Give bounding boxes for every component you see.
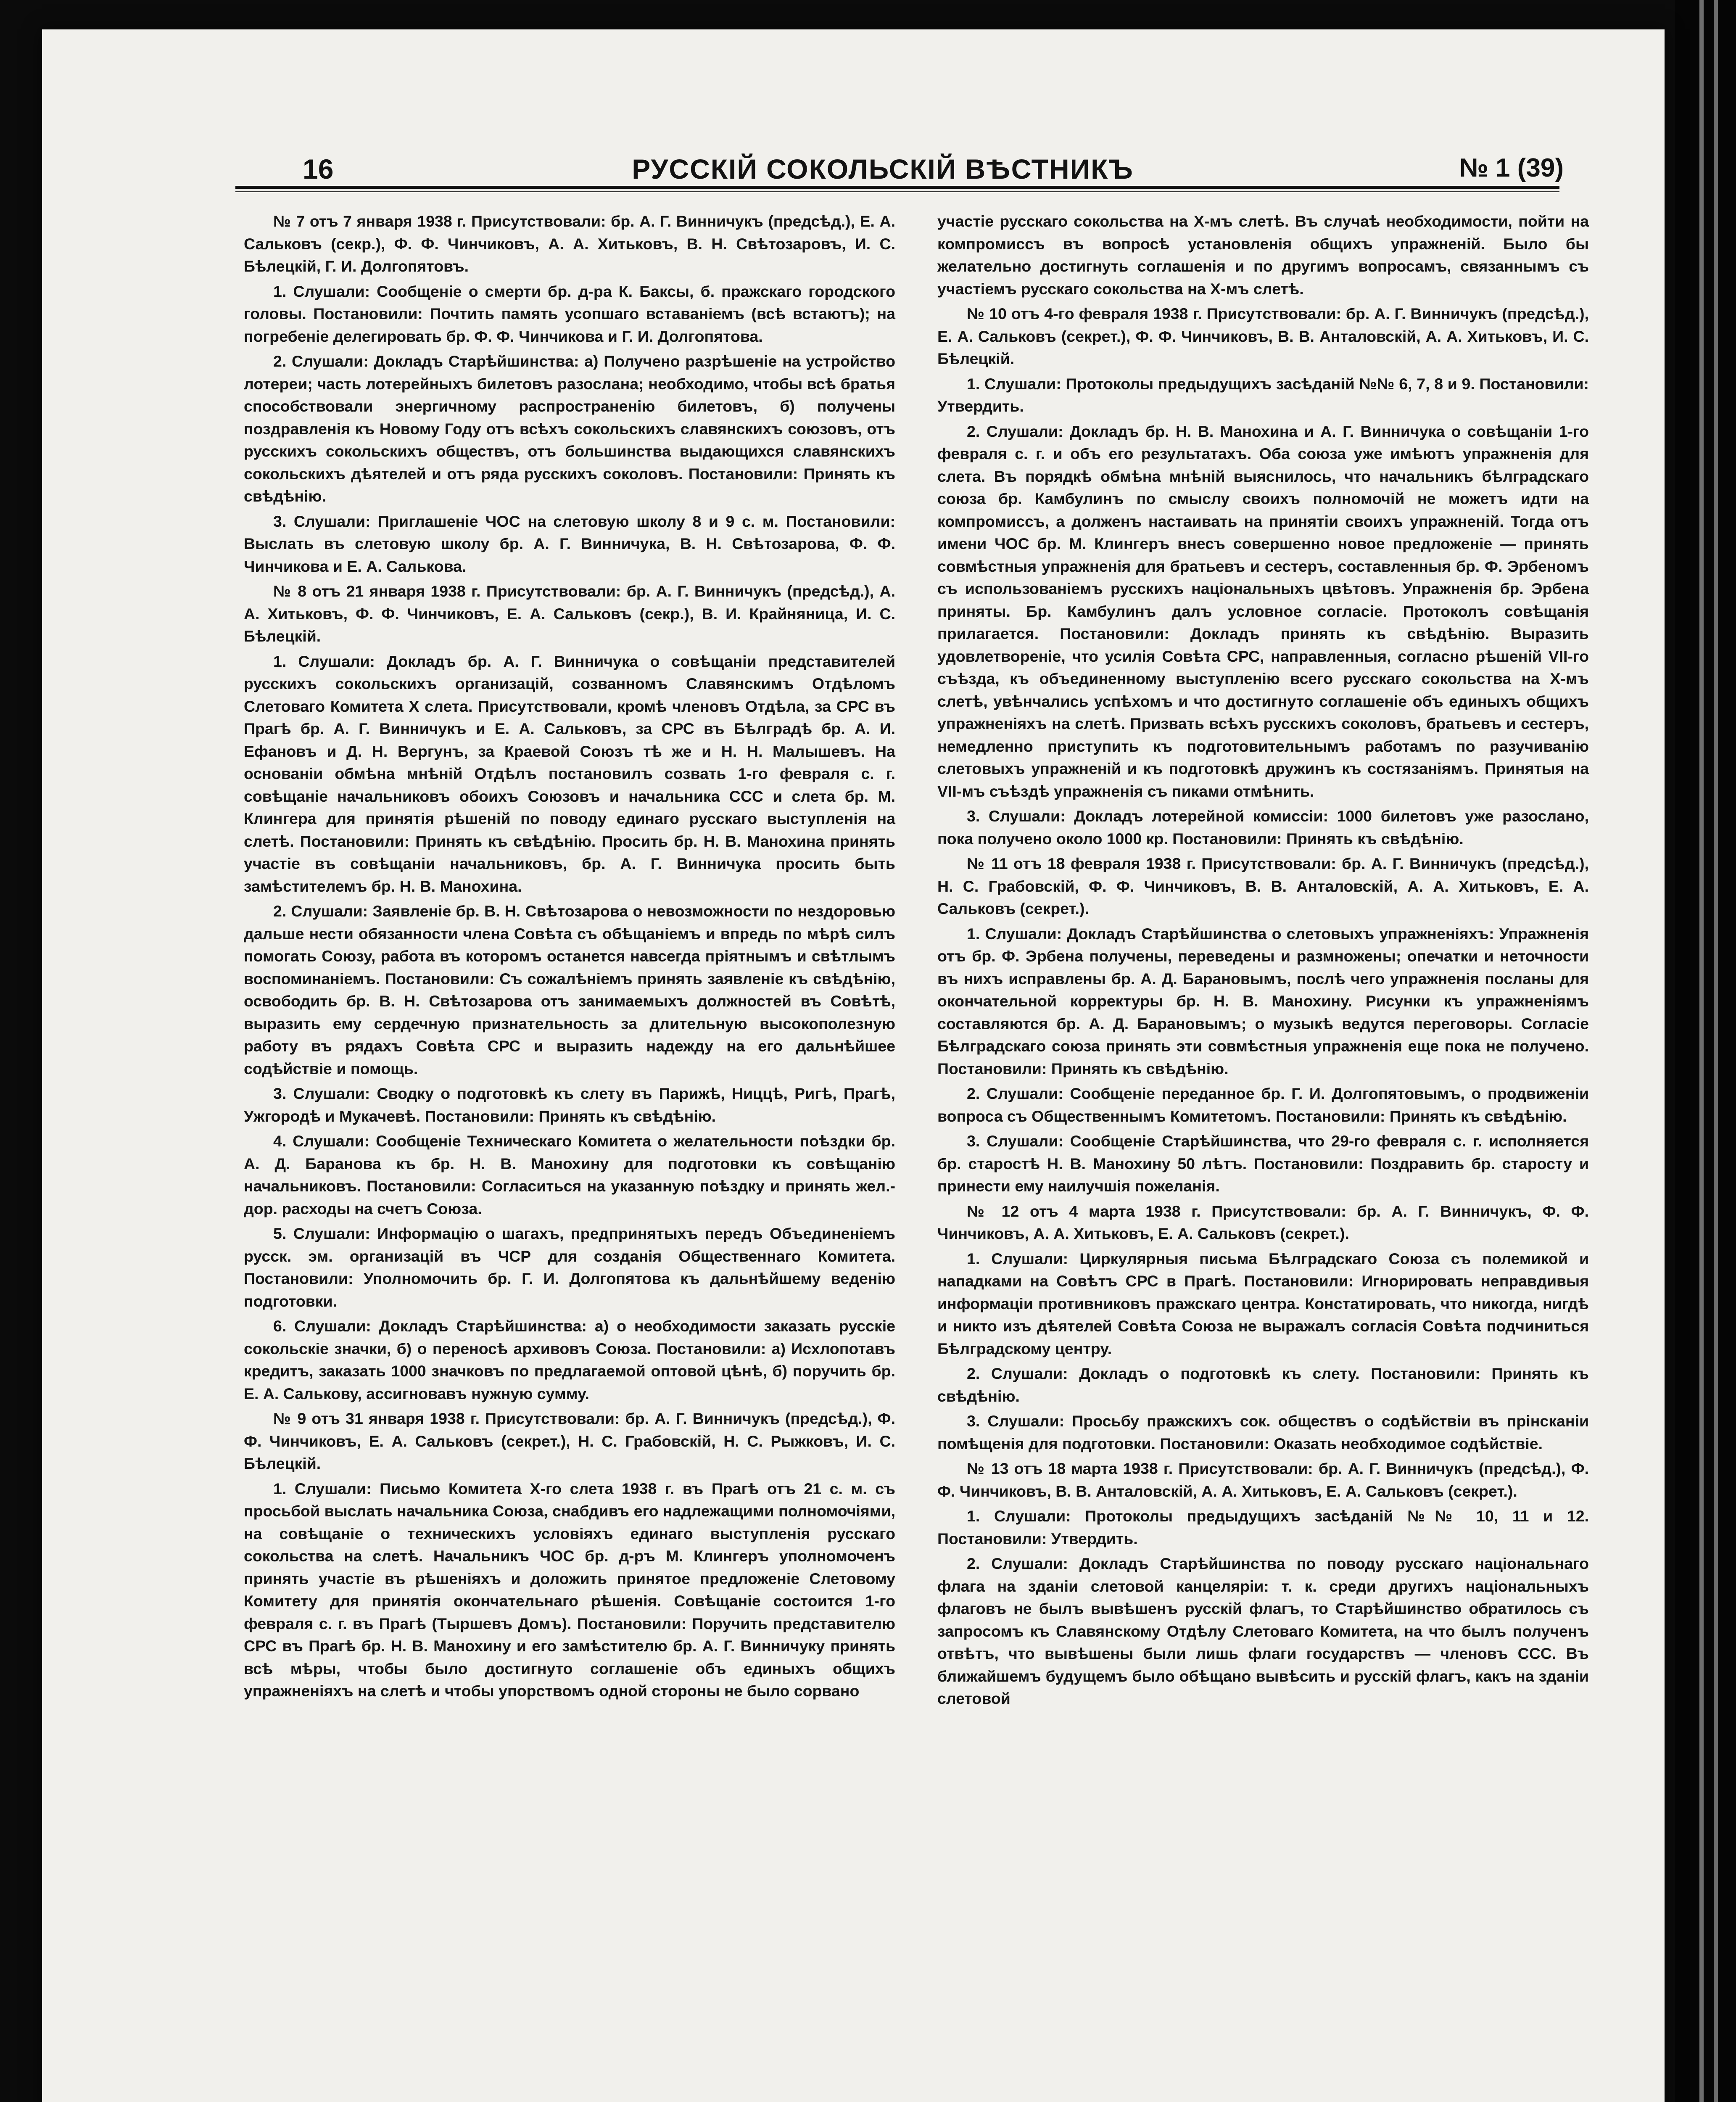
paragraph: № 10 отъ 4-го февраля 1938 г. Присутствовали: бр. А. Г. Винничукъ (предсѣд.), Е. А. Сальковъ (секрет.), Ф. Ф. Чинчиковъ, В. В. Анталовскій, А. А. Хитьковъ, И. С. Бѣлецкій.: [937, 305, 1589, 367]
publication-title: РУССКІЙ СОКОЛЬСКІЙ ВѢСТНИКЪ: [632, 153, 1134, 185]
paragraph: 1. Слушали: Докладъ Старѣйшинства о слетовыхъ упражненіяхъ: Упражненія отъ бр. Ф. Эрбена получены, переведены и размножены; опечатки и неточности въ нихъ исправлены бр. А. Д. Барановымъ, послѣ чего упражненія посланы для окончательной корректуры бр. Н. В. Манохину. Рисунки къ упражненіямъ составляются бр. А. Д. Барановымъ; о музыкѣ ведутся переговоры. Согласіе Бѣлградскаго союза принять эти совмѣстныя упражненія еще пока не получено. Постановили: Принять къ свѣдѣнію.: [937, 924, 1589, 1077]
paragraph: 1. Слушали: Протоколы предыдущихъ засѣданій №№ 10, 11 и 12. Постановили: Утвердить.: [937, 1507, 1589, 1547]
paragraph: 2. Слушали: Докладъ о подготовкѣ къ слету. Постановили: Принять къ свѣдѣнію.: [937, 1365, 1589, 1405]
paragraph: 1. Слушали: Протоколы предыдущихъ засѣданій №№ 6, 7, 8 и 9. Постановили: Утвердить.: [937, 375, 1589, 415]
paragraph: 2. Слушали: Докладъ Старѣйшинства: а) Получено разрѣшеніе на устройство лотереи; часть лотерейныхъ билетовъ разослана; необходимо, чтобы всѣ братья способствовали энергичному распространенію билетовъ, б) получены поздравленія къ Новому Году отъ всѣхъ сокольскихъ славянскихъ союзовъ, отъ русскихъ сокольскихъ обществъ, отъ большинства выдающихся славянскихъ сокольскихъ дѣятелей и отъ ряда русскихъ соколовъ. Постановили: Принять къ свѣдѣнію.: [244, 352, 895, 505]
paragraph: 3. Слушали: Сообщеніе Старѣйшинства, что 29-го февраля с. г. исполняется бр. старостѣ Н. В. Манохину 50 лѣтъ. Постановили: Поздравить бр. старосту и принести ему наилучшія пожеланія.: [937, 1132, 1589, 1195]
header-rule-thin: [235, 191, 1559, 192]
right-column: [937, 210, 1589, 1713]
left-column: [244, 210, 895, 1705]
header-rule: [235, 186, 1559, 189]
paragraph: 3. Слушали: Приглашеніе ЧОС на слетовую школу 8 и 9 с. м. Постановили: Выслать въ слетовую школу бр. А. Г. Винничука, В. Н. Свѣтозарова, Ф. Ф. Чинчикова и Е. А. Салькова.: [244, 512, 895, 575]
scan-border: [1675, 0, 1736, 2102]
paragraph: 3. Слушали: Докладъ лотерейной комиссіи: 1000 билетовъ уже разослано, пока получено около 1000 кр. Постановили: Принять къ свѣдѣнію.: [937, 807, 1589, 848]
page-number: 16: [303, 153, 334, 185]
paragraph: № 12 отъ 4 марта 1938 г. Присутствовали: бр. А. Г. Винничукъ, Ф. Ф. Чинчиковъ, А. А. Хитьковъ, Е. А. Сальковъ (секрет.).: [937, 1202, 1589, 1242]
paragraph: 5. Слушали: Информацію о шагахъ, предпринятыхъ передъ Объединеніемъ русск. эм. организацій въ ЧСР для созданія Общественнаго Комитета. Постановили: Уполномочить бр. Г. И. Долгопятова къ дальнѣйшему веденію подготовки.: [244, 1225, 895, 1310]
paragraph: 6. Слушали: Докладъ Старѣйшинства: а) о необходимости заказать русскіе сокольскіе значки, б) о переносѣ архивовъ Союза. Постановили: а) Исхлопотавъ кредитъ, заказать 1000 значковъ по предлагаемой оптовой цѣнѣ, б) поручить бр. Е. А. Салькову, ассигновавъ нужную сумму.: [244, 1317, 895, 1402]
paragraph: № 8 отъ 21 января 1938 г. Присутствовали: бр. А. Г. Винничукъ (предсѣд.), А. А. Хитьковъ, Ф. Ф. Чинчиковъ, Е. А. Сальковъ (секр.), В. И. Крайняница, И. С. Бѣлецкій.: [244, 582, 895, 645]
paragraph: 2. Слушали: Сообщеніе переданное бр. Г. И. Долгопятовымъ, о продвиженіи вопроса съ Общественнымъ Комитетомъ. Постановили: Принять къ свѣдѣнію.: [937, 1085, 1589, 1125]
paragraph: № 7 отъ 7 января 1938 г. Присутствовали: бр. А. Г. Винничукъ (предсѣд.), Е. А. Сальковъ (секр.), Ф. Ф. Чинчиковъ, А. А. Хитьковъ, В. Н. Свѣтозаровъ, И. С. Бѣлецкій, Г. И. Долгопятовъ.: [244, 212, 895, 275]
paragraph: 3. Слушали: Сводку о подготовкѣ къ слету въ Парижѣ, Ниццѣ, Ригѣ, Прагѣ, Ужгородѣ и Мукачевѣ. Постановили: Принять къ свѣдѣнію.: [244, 1085, 895, 1125]
paragraph: 1. Слушали: Письмо Комитета X-го слета 1938 г. въ Прагѣ отъ 21 с. м. съ просьбой выслать начальника Союза, снабдивъ его надлежащими полномочіями, на совѣщаніе о техническихъ условіяхъ единаго выступленія русскаго сокольства на слетѣ. Начальникъ ЧОС бр. д-ръ М. Клингеръ уполномоченъ принять участіе въ рѣшеніяхъ и доложить принятое предложеніе Слетовому Комитету для принятія окончательнаго рѣшенія. Совѣщаніе состоится 1-го февраля с. г. въ Прагѣ (Тыршевъ Домъ). Постановили: Поручить представителю СРС въ Прагѣ бр. Н. В. Манохину и его замѣстителю бр. А. Г. Винничуку принять всѣ мѣры, чтобы было достигнуто соглашеніе объ единыхъ общихъ упражненіяхъ на слетѣ и чтобы упорствомъ одной стороны не было сорвано: [244, 1479, 895, 1700]
scan-edge-line: [1714, 0, 1718, 2102]
scan-edge-line: [1699, 0, 1704, 2102]
paragraph: 4. Слушали: Сообщеніе Техническаго Комитета о желательности поѣздки бр. А. Д. Баранова къ бр. Н. В. Манохину для подготовки къ совѣщанію начальниковъ. Постановили: Согласиться на указанную поѣздку и принять жел.-дор. расходы на счетъ Союза.: [244, 1132, 895, 1217]
paragraph: участіе русскаго сокольства на X-мъ слетѣ. Въ случаѣ необходимости, пойти на компромиссъ въ вопросѣ установленія общихъ упражненій. Было бы желательно достигнуть соглашенія и по другимъ вопросамъ, связаннымъ съ участіемъ русскаго сокольства на X-мъ слетѣ.: [937, 212, 1589, 298]
paragraph: 2. Слушали: Докладъ бр. Н. В. Манохина и А. Г. Винничука о совѣщаніи 1-го февраля с. г. и объ его результатахъ. Оба союза уже имѣютъ упражненія для слета. Въ порядкѣ обмѣна мнѣній выяснилось, что начальникъ бѣлградскаго союза бр. Камбулинъ по смыслу своихъ полномочій не можетъ идти на компромиссъ, а долженъ настаивать на принятіи своихъ упражненій. Тогда отъ имени ЧОС бр. М. Клингеръ внесъ совершенно новое предложеніе — принять совмѣстныя упражненія для братьевъ и сестеръ, составленныя бр. Ф. Эрбеномъ съ использованіемъ русскихъ національныхъ цвѣтовъ. Упражненія бр. Эрбена приняты. Бр. Камбулинъ далъ условное согласіе. Протоколъ совѣщанія прилагается. Постановили: Докладъ принять къ свѣдѣнію. Выразить удовлетвореніе, что усилія Совѣта СРС, направленныя, согласно рѣшеній VII-го съѣзда, къ объединенному выступленію всего русскаго сокольства на X-мъ слетѣ, увѣнчались успѣхомъ и что достигнуто соглашеніе объ единыхъ общихъ упражненіяхъ на слетѣ. Призвать всѣхъ русскихъ соколовъ, братьевъ и сестеръ, немедленно приступить къ подготовительнымъ работамъ по разучиванію слетовыхъ упражненій и къ подготовкѣ дружинъ къ состязаніямъ. Принятыя на VII-мъ съѣздѣ упражненія съ пиками отмѣнить.: [937, 422, 1589, 800]
paragraph: № 11 отъ 18 февраля 1938 г. Присутствовали: бр. А. Г. Винничукъ (предсѣд.), Н. С. Грабовскій, Ф. Ф. Чинчиковъ, В. В. Анталовскій, А. А. Хитьковъ, Е. А. Сальковъ (секрет.).: [937, 855, 1589, 917]
paragraph: 1. Слушали: Циркулярныя письма Бѣлградскаго Союза съ полемикой и нападками на Совѣтъ СРС в Прагѣ. Постановили: Игнорировать неправдивыя информаціи противниковъ пражскаго центра. Констатировать, что никогда, нигдѣ и никто изъ дѣятелей Совѣта Союза не выражалъ согласія Совѣта подчиниться Бѣлградскому центру.: [937, 1249, 1589, 1357]
paragraph: 1. Слушали: Докладъ бр. А. Г. Винничука о совѣщаніи представителей русскихъ сокольскихъ организацій, созванномъ Славянскимъ Отдѣломъ Слетоваго Комитета X слета. Присутствовали, кромѣ членовъ Отдѣла, за СРС въ Прагѣ бр. А. Г. Винничукъ и Е. А. Сальковъ, за СРС въ Бѣлградѣ бр. А. И. Ефановъ и Д. Н. Вергунъ, за Краевой Союзъ тѣ же и Н. Н. Малышевъ. На основаніи обмѣна мнѣній Отдѣлъ постановилъ созвать 1-го февраля с. г. совѣщаніе начальниковъ обоихъ Союзовъ и начальника ССС и слета бр. М. Клингера для принятія рѣшеній по поводу единаго русскаго выступленія на слетѣ. Постановили: Принять къ свѣдѣнію. Просить бр. Н. В. Манохина принять участіе въ совѣщаніи начальниковъ, бр. А. Г. Винничука просить быть замѣстителемъ бр. Н. В. Манохина.: [244, 652, 895, 895]
paragraph: 2. Слушали: Заявленіе бр. В. Н. Свѣтозарова о невозможности по нездоровью дальше нести обязанности члена Совѣта съ обѣщаніемъ и впредь по мѣрѣ силъ помогать Союзу, работа въ которомъ останется навсегда пріятнымъ и свѣтлымъ воспоминаніемъ. Постановили: Съ сожалѣніемъ принять заявленіе къ свѣдѣнію, освободить бр. В. Н. Свѣтозарова отъ занимаемыхъ должностей въ Совѣтѣ, выразить ему сердечную признательность за длительную высокополезную работу въ рядахъ Совѣта СРС и выразить надежду на его дальнѣйшее содѣйствіе и помощь.: [244, 902, 895, 1077]
paragraph: 3. Слушали: Просьбу пражскихъ сок. обществъ о содѣйствіи въ прінсканіи помѣщенія для подготовки. Постановили: Оказать необходимое содѣйствіе.: [937, 1412, 1589, 1452]
paragraph: 1. Слушали: Сообщеніе о смерти бр. д-ра К. Баксы, б. пражскаго городского головы. Постановили: Почтить память усопшаго вставаніемъ (всѣ встаютъ); на погребеніе делегировать бр. Ф. Ф. Чинчикова и Г. И. Долгопятова.: [244, 282, 895, 345]
paragraph: № 13 отъ 18 марта 1938 г. Присутствовали: бр. А. Г. Винничукъ (предсѣд.), Ф. Ф. Чинчиковъ, В. В. Анталовскій, А. А. Хитьковъ, Е. А. Сальковъ (секрет.).: [937, 1460, 1589, 1500]
page-header: [202, 143, 1564, 198]
paragraph: 2. Слушали: Докладъ Старѣйшинства по поводу русскаго національнаго флага на зданіи слетовой канцеляріи: т. к. среди другихъ національныхъ флаговъ не былъ вывѣшенъ русскій флагъ, то Старѣйшинство обратилось съ запросомъ къ Славянскому Отдѣлу Слетоваго Комитета, на что былъ полученъ отвѣтъ, что вывѣшены были лишь флаги государствъ — членовъ ССС. Въ ближайшемъ будущемъ было обѣщано вывѣсить и русскій флагъ, какъ на зданіи слетовой: [937, 1555, 1589, 1707]
issue-number: № 1 (39): [1459, 153, 1564, 182]
paragraph: № 9 отъ 31 января 1938 г. Присутствовали: бр. А. Г. Винничукъ (предсѣд.), Ф. Ф. Чинчиковъ, Е. А. Сальковъ (секрет.), Н. С. Грабовскій, Н. С. Рыжковъ, И. С. Бѣлецкій.: [244, 1410, 895, 1472]
